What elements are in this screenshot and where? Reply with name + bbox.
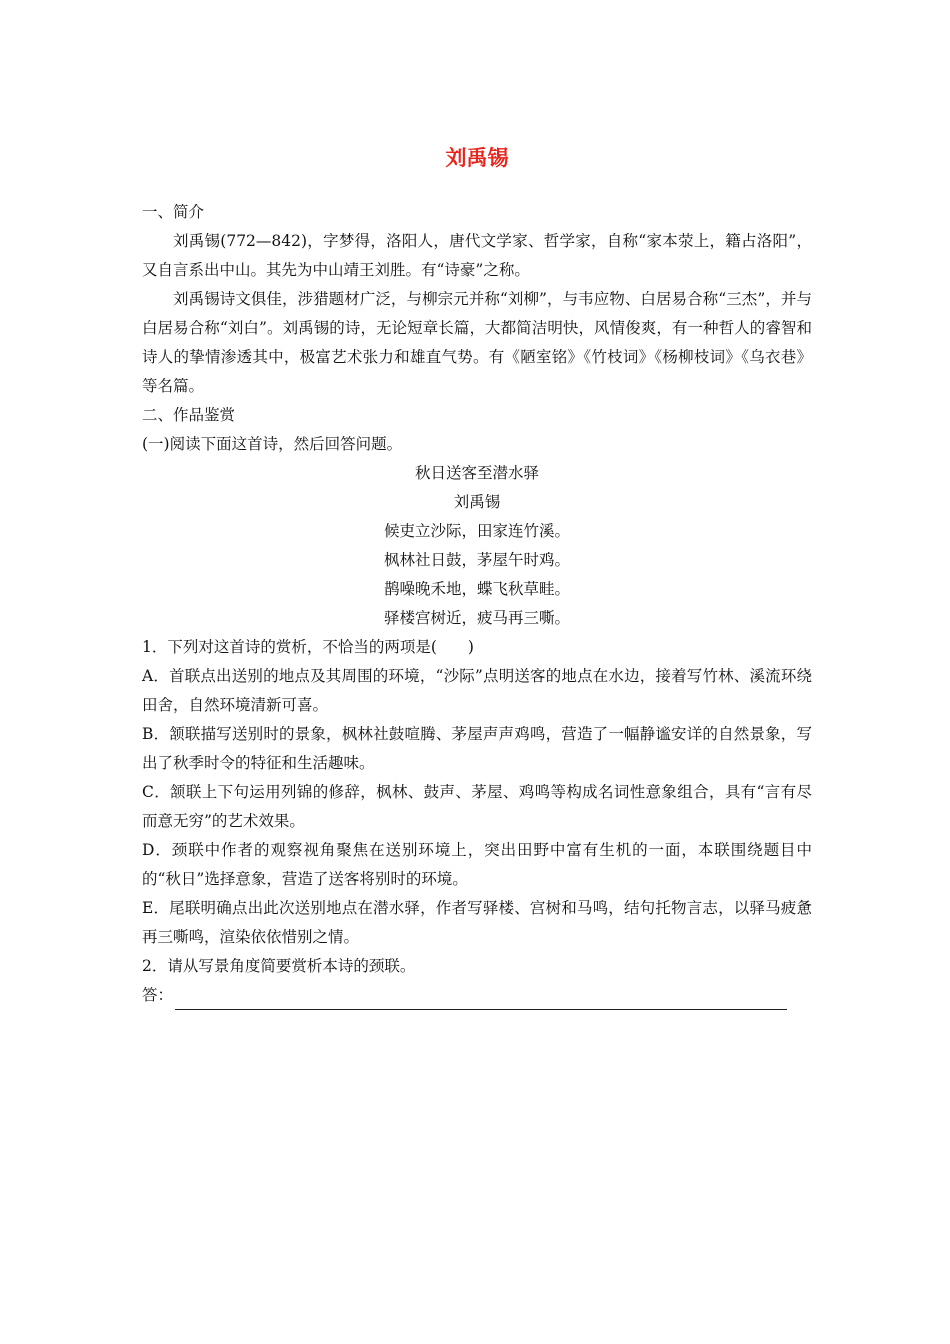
poem-line: 鹊噪晚禾地，蝶飞秋草畦。 xyxy=(383,580,570,598)
question-1-option-a: A．首联点出送别的地点及其周围的环境，“沙际”点明送客的地点在水边，接着写竹林、溪流环绕田舍，自然环境清新可喜。 xyxy=(142,667,812,714)
question-1-stem: 1．下列对这首诗的赏析，不恰当的两项是( ) xyxy=(142,638,474,656)
poem-title: 秋日送客至潜水驿 xyxy=(414,464,539,482)
answer-label: 答： xyxy=(142,986,174,1004)
section-heading-intro: 一、简介 xyxy=(142,203,205,221)
poem-line: 候吏立沙际，田家连竹溪。 xyxy=(383,522,570,540)
question-1-option-b: B．颔联描写送别时的景象，枫林社鼓喧腾、茅屋声声鸡鸣，营造了一幅静谧安详的自然景象，写出了秋季时令的特征和生活趣味。 xyxy=(142,725,812,772)
question-1-option-e: E．尾联明确点出此次送别地点在潜水驿，作者写驿楼、宫树和马鸣，结句托物言志，以驿马疲惫再三嘶鸣，渲染依依惜别之情。 xyxy=(142,899,812,946)
page-title: 刘禹锡 xyxy=(445,146,509,170)
answer-blank-line[interactable] xyxy=(175,987,787,1010)
question-2-stem: 2．请从写景角度简要赏析本诗的颈联。 xyxy=(142,957,416,975)
section-heading-appreciation: 二、作品鉴赏 xyxy=(142,406,236,424)
question-1-option-c: C．颔联上下句运用列锦的修辞，枫林、鼓声、茅屋、鸡鸣等构成名词性意象组合，具有“言有尽而意无穷”的艺术效果。 xyxy=(142,783,812,830)
reading-instruction: (一)阅读下面这首诗，然后回答问题。 xyxy=(142,435,403,453)
answer-row xyxy=(142,981,812,1010)
intro-paragraph: 刘禹锡诗文俱佳，涉猎题材广泛，与柳宗元并称“刘柳”，与韦应物、白居易合称“三杰”，并与白居易合称“刘白”。刘禹锡的诗，无论短章长篇，大都简洁明快，风情俊爽，有一种哲人的睿智和诗人的挚情渗透其中，极富艺术张力和雄直气势。有《陋室铭》《竹枝词》《杨柳枝词》《乌衣巷》等名篇。 xyxy=(142,290,812,395)
document-page xyxy=(142,140,812,1010)
poem-author: 刘禹锡 xyxy=(453,493,501,511)
intro-paragraph: 刘禹锡(772—842)，字梦得，洛阳人，唐代文学家、哲学家，自称“家本荥上，籍占洛阳”，又自言系出中山。其先为中山靖王刘胜。有“诗豪”之称。 xyxy=(142,232,812,279)
poem-line: 驿楼宫树近，疲马再三嘶。 xyxy=(383,609,570,627)
poem-block xyxy=(142,459,812,633)
question-1-option-d: D．颈联中作者的观察视角聚焦在送别环境上，突出田野中富有生机的一面，本联围绕题目中的“秋日”选择意象，营造了送客将别时的环境。 xyxy=(142,841,812,888)
poem-line: 枫林社日鼓，茅屋午时鸡。 xyxy=(383,551,570,569)
